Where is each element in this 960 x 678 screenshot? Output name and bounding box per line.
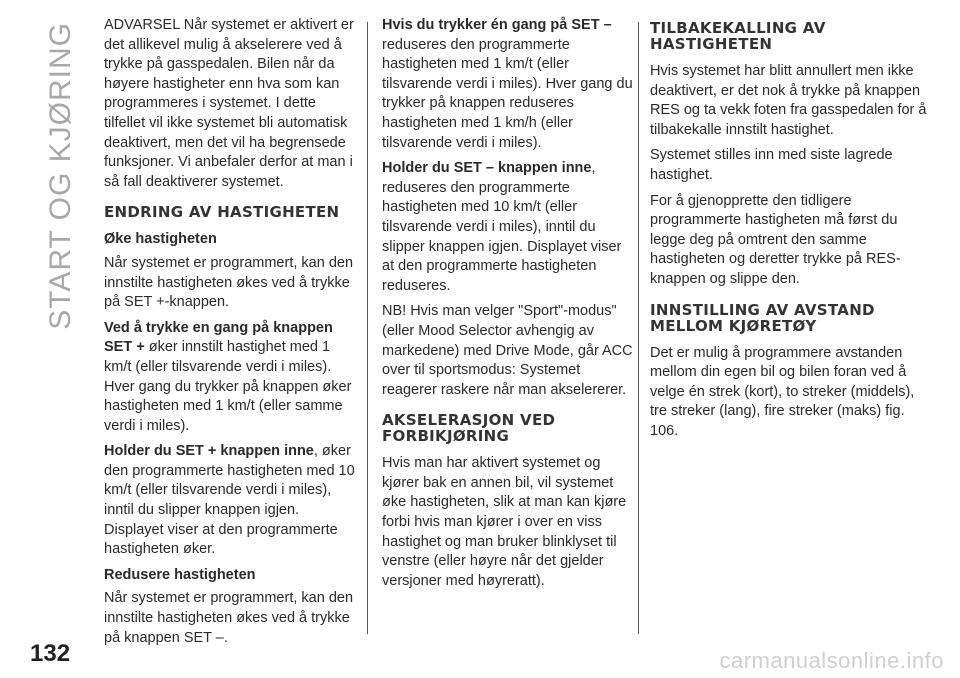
paragraph-distance-setting: Det er mulig å programmere avstanden mellom din egen bil og bilen foran ved å velge én strek (kort), to streker (middels), tre streker (lang), fire streker (maks) fig. 106. <box>650 344 915 439</box>
heading-akselerasjon-ved-forbikjoring: AKSELERASJON VED FORBIKJØRING <box>382 411 556 446</box>
paragraph-text: reduseres den programmerte hastigheten med 1 km/t (eller tilsvarende verdi i miles). Hver gang du trykker på knappen reduseres hastigheten med 1 km/h (eller tilsvarende verdi i miles). <box>382 36 633 151</box>
paragraph-text: , øker den programmerte hastigheten med 10 km/t (eller tilsvarende verdi i miles), inntil du slipper knappen igjen. Displayet viser at den programmerte hastigheten øker. <box>104 443 355 558</box>
column-2 <box>382 16 634 597</box>
section-tab <box>34 22 88 582</box>
bold-lead: Ved å trykke en gang på knappen SET + <box>104 319 333 356</box>
page-number: 132 <box>30 640 71 667</box>
paragraph-press-once-minus <box>382 16 634 153</box>
paragraph-overtaking: Hvis man har aktivert systemet og kjører bak en annen bil, vil systemet øke hastigheten, slik at man kan kjøre forbi hvis man kjører i over en viss hastighet og man bruker blinklyset til venstre (eller høyre når det gjelder versjoner med høyreratt). <box>382 455 627 589</box>
warning-paragraph: ADVARSEL Når systemet er aktivert er det allikevel mulig å akselerere ved å trykke på gasspedalen. Bilen når da høyere hastigheter enn hva som kan programmeres i systemet. I dette tilfellet vil ikke systemet bli automatisk deaktivert, men det vil ha begrensede funksjoner. Vi anbefaler derfor at man i så fall deaktiverer systemet. <box>104 17 354 190</box>
paragraph-increase-intro: Når systemet er programmert, kan den innstilte hastigheten økes ved å trykke på SET +-knappen. <box>104 254 354 311</box>
heading-innstilling-av-avstand: INNSTILLING AV AVSTAND MELLOM KJØRETØY <box>650 300 875 335</box>
column-divider-1 <box>367 22 368 634</box>
section-tab-label: START OG KJØRING <box>44 22 77 330</box>
paragraph-text: , reduseres den programmerte hastigheten med 10 km/t (eller tilsvarende verdi i miles), inntil du slipper knappen igjen. Displayet viser at den programmerte hastigheten reduseres. <box>382 160 622 294</box>
paragraph-last-saved-speed: Systemet stilles inn med siste lagrede hastighet. <box>650 147 893 183</box>
column-divider-2 <box>638 22 639 634</box>
paragraph-decrease-intro: Når systemet er programmert, kan den innstilte hastigheten økes ved å trykke på knappen SET –. <box>104 590 354 646</box>
paragraph-hold-plus <box>104 442 356 560</box>
column-1 <box>104 16 356 654</box>
paragraph-press-once-plus <box>104 319 356 437</box>
paragraph-text: øker innstilt hastighet med 1 km/t (eller tilsvarende verdi i miles). Hver gang du trykker på knappen øker hastigheten med 1 km/t (eller samme verdi i miles). <box>104 339 352 434</box>
column-3 <box>650 16 930 448</box>
paragraph-restore-speed: For å gjenopprette den tidligere programmerte hastigheten må først du legge deg på omtrent den samme hastigheten og deretter trykke på RES-knappen og slippe den. <box>650 192 901 287</box>
watermark: carmanualsonline.info <box>719 648 944 673</box>
subheading-oke-hastigheten: Øke hastigheten <box>104 231 217 248</box>
bold-lead: Holder du SET + knappen inne <box>104 443 314 460</box>
bold-lead: Hvis du trykker én gang på SET – <box>382 17 612 33</box>
paragraph-sport-mode-note: NB! Hvis man velger "Sport"-modus" (eller Mood Selector avhengig av markedene) med Drive Mode, går ACC over til sportsmodus: Systemet reagerer raskere når man akselererer. <box>382 303 633 398</box>
heading-tilbakekalling-av-hastigheten: TILBAKEKALLING AV HASTIGHETEN <box>650 19 826 53</box>
paragraph-hold-minus <box>382 159 634 296</box>
paragraph-res-recall: Hvis systemet har blitt annullert men ikke deaktivert, er det nok å trykke på knappen RES og ta vekk foten fra gasspedalen for å tilbakekalle innstilt hastighet. <box>650 63 927 138</box>
bold-lead: Holder du SET – knappen inne <box>382 160 592 177</box>
heading-endring-av-hastigheten: ENDRING AV HASTIGHETEN <box>104 203 340 222</box>
subheading-redusere-hastigheten: Redusere hastigheten <box>104 566 256 583</box>
